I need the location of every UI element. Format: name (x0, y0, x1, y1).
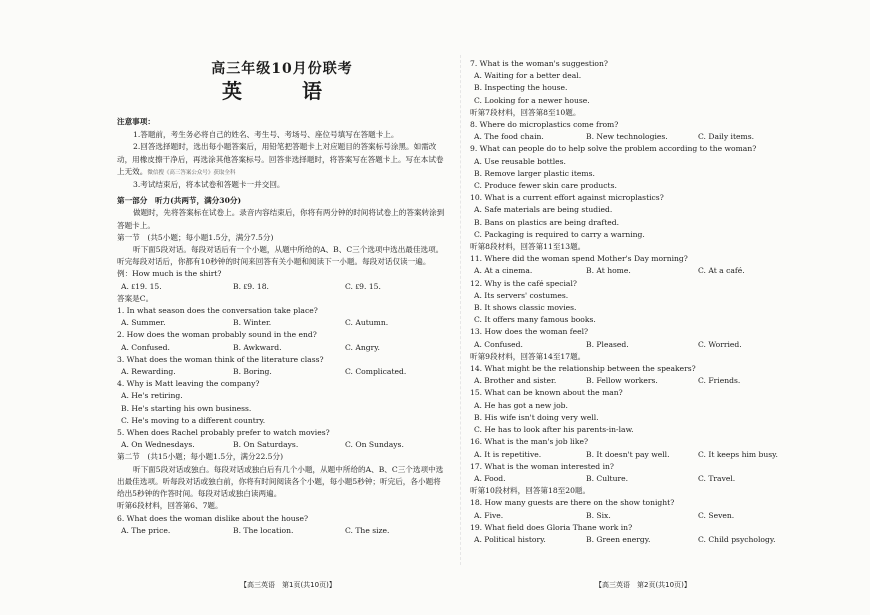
question-16: 16. What is the man's job like? (470, 437, 589, 447)
note-1: 1.答题前，考生务必将自己的姓名、考生号、考场号、座位号填写在答题卡上。 (133, 130, 399, 140)
section1-heading: 第一节 (共5小题；每小题1.5分，满分7.5分) (117, 232, 274, 242)
option: B. Winter. (233, 318, 272, 328)
question-5-options (117, 439, 447, 451)
question-14: 14. What might be the relationship between the speakers? (470, 364, 696, 374)
part1-heading: 第一部分 听力(共两节，满分30分) (117, 196, 242, 206)
option: B. It doesn't pay well. (586, 449, 670, 459)
option: B. He's starting his own business. (121, 403, 252, 413)
option: A. The food chain. (474, 132, 544, 142)
option: A. Political history. (474, 534, 546, 544)
option: B. Culture. (586, 473, 629, 483)
left-page (117, 58, 447, 537)
option: C. On Sundays. (345, 440, 404, 450)
option: B. Green energy. (586, 534, 651, 544)
note-3: 3.考试结束后，将本试卷和答题卡一并交回。 (133, 180, 285, 190)
option: C. The size. (345, 525, 390, 535)
option: C. He has to look after his parents-in-law. (474, 425, 634, 435)
question-2: 2. How does the woman probably sound in the end? (117, 330, 317, 340)
question-14-options (470, 375, 800, 387)
option: C. It keeps him busy. (698, 449, 778, 459)
option: C. It offers many famous books. (474, 315, 596, 325)
option: A. Rewarding. (121, 367, 176, 377)
option: C. Produce fewer skin care products. (474, 181, 617, 191)
right-page (470, 58, 800, 546)
option: A. Confused. (474, 339, 523, 349)
option: B. His wife isn't doing very well. (474, 412, 599, 422)
option: C. Seven. (698, 510, 735, 520)
subject-title: 英 语 (222, 79, 342, 103)
material-10-heading: 听第10段材料，回答第18至20题。 (470, 486, 591, 496)
option: C. Autumn. (345, 318, 389, 328)
option: A. Safe materials are being studied. (474, 205, 613, 215)
option: C. Friends. (698, 376, 741, 386)
option: A. He's retiring. (121, 391, 183, 401)
example-answer: 答案是C。 (117, 293, 154, 303)
question-19: 19. What field does Gloria Thane work in? (470, 522, 633, 532)
section2-intro: 听下面5段对话或独白。每段对话或独白后有几个小题，从题中所给的A、B、C三个选项中选出最佳选项。听每段对话或独白前，你将有时间阅读各个小题，每小题5秒钟；听完后，各小题将给出5秒钟的作答时间。每段对话或独白读两遍。 (117, 464, 444, 499)
page-footer-left: 【高三英语 第1页(共10页)】 (240, 581, 336, 589)
option: B. At home. (586, 266, 631, 276)
question-1-options (117, 317, 447, 329)
option: C. At a café. (698, 266, 745, 276)
question-19-options (470, 534, 800, 546)
question-1: 1. In what season does the conversation take place? (117, 306, 318, 316)
example-options (117, 281, 447, 293)
option: A. Five. (474, 510, 504, 520)
option: C. Complicated. (345, 367, 407, 377)
question-5: 5. When does Rachel probably prefer to watch movies? (117, 428, 330, 438)
option: B. Fellow workers. (586, 376, 658, 386)
section1-intro: 听下面5段对话。每段对话后有一个小题，从题中所给的A、B、C三个选项中选出最佳选项。听完每段对话后，你都有10秒钟的时间来回答有关小题和阅读下一小题。每段对话仅读一遍。 (117, 245, 444, 267)
option: A. Food. (474, 473, 506, 483)
question-15: 15. What can be known about the man? (470, 388, 623, 398)
question-11: 11. Where did the woman spend Mother's Day morning? (470, 254, 688, 264)
question-16-options (470, 449, 800, 461)
question-7: 7. What is the woman's suggestion? (470, 59, 608, 68)
question-18-options (470, 510, 800, 522)
question-10: 10. What is a current effort against microplastics? (470, 193, 664, 203)
option: C. Packaging is required to carry a warning. (474, 229, 645, 239)
option: C. Looking for a newer house. (474, 95, 590, 105)
option: A. At a cinema. (474, 266, 533, 276)
option: A. He has got a new job. (474, 400, 568, 410)
question-6: 6. What does the woman dislike about the house? (117, 513, 309, 523)
material-7-heading: 听第7段材料，回答第8至10题。 (470, 107, 581, 117)
option: B. Remove larger plastic items. (474, 168, 595, 178)
question-3: 3. What does the woman think of the literature class? (117, 354, 324, 364)
page-footer-right: 【高三英语 第2页(共10页)】 (595, 581, 691, 589)
option: B. New technologies. (586, 132, 668, 142)
question-13: 13. How does the woman feel? (470, 327, 589, 337)
option: B. Boring. (233, 367, 272, 377)
option: B. It shows classic movies. (474, 303, 577, 313)
notes-title: 注意事项： (117, 117, 155, 126)
material-9-heading: 听第9段材料，回答第14至17题。 (470, 351, 586, 361)
note-2 (117, 141, 447, 179)
option: B. Pleased. (586, 339, 629, 349)
option: A. Use reusable bottles. (474, 156, 566, 166)
option: A. Brother and sister. (474, 376, 557, 386)
option: B. Bans on plastics are being drafted. (474, 217, 620, 227)
option: C. Daily items. (698, 132, 755, 142)
option: B. On Saturdays. (233, 440, 299, 450)
question-8: 8. Where do microplastics come from? (470, 120, 619, 130)
question-18: 18. How many guests are there on the show tonight? (470, 498, 675, 508)
question-3-options (117, 366, 447, 378)
option: C. Travel. (698, 473, 736, 483)
option: B. Inspecting the house. (474, 83, 568, 93)
question-17-options (470, 473, 800, 485)
page-divider (460, 55, 461, 565)
question-11-options (470, 265, 800, 277)
option: A. Summer. (121, 318, 166, 328)
exam-title: 高三年级10月份联考 (211, 61, 353, 77)
part1-intro: 做题时，先将答案标在试卷上。录音内容结束后，你将有两分钟的时间将试卷上的答案转涂到答题卡上。 (117, 208, 445, 230)
option: A. On Wednesdays. (121, 440, 195, 450)
option: C. ₤9. 15. (345, 281, 381, 291)
option: B. The location. (233, 525, 294, 535)
option: B. Six. (586, 510, 611, 520)
option: C. Child psychology. (698, 534, 776, 544)
option: A. Waiting for a better deal. (474, 71, 582, 81)
question-6-options (117, 525, 447, 537)
material-8-heading: 听第8段材料，回答第11至13题。 (470, 242, 586, 252)
notes-small-print: 微信搜《高三答案公众号》获取全科 (147, 169, 236, 176)
option: B. ₤9. 18. (233, 281, 269, 291)
material-6-heading: 听第6段材料，回答第6、7题。 (117, 501, 223, 511)
option: A. It is repetitive. (474, 449, 542, 459)
question-8-options (470, 131, 800, 143)
option: B. Awkward. (233, 342, 282, 352)
option: A. Confused. (121, 342, 170, 352)
option: A. The price. (121, 525, 171, 535)
question-17: 17. What is the woman interested in? (470, 461, 614, 471)
option: A. ₤19. 15. (121, 281, 162, 291)
question-9: 9. What can people do to help solve the problem according to the woman? (470, 144, 757, 154)
option: A. Its servers' costumes. (474, 290, 569, 300)
question-12: 12. Why is the café special? (470, 278, 577, 288)
option: C. Angry. (345, 342, 380, 352)
example-question: 例：How much is the shirt? (117, 269, 222, 279)
option: C. Worried. (698, 339, 742, 349)
question-4: 4. Why is Matt leaving the company? (117, 379, 260, 389)
question-2-options (117, 342, 447, 354)
section2-heading: 第二节 (共15小题；每小题1.5分，满分22.5分) (117, 452, 284, 462)
option: C. He's moving to a different country. (121, 415, 266, 425)
question-13-options (470, 339, 800, 351)
note-2-text: 2.回答选择题时，选出每小题答案后，用铅笔把答题卡上对应题目的答案标号涂黑。如需改动，用橡皮擦干净后，再选涂其他答案标号。回答非选择题时，将答案写在答题卡上。写在本试卷上无效。 (117, 142, 444, 176)
